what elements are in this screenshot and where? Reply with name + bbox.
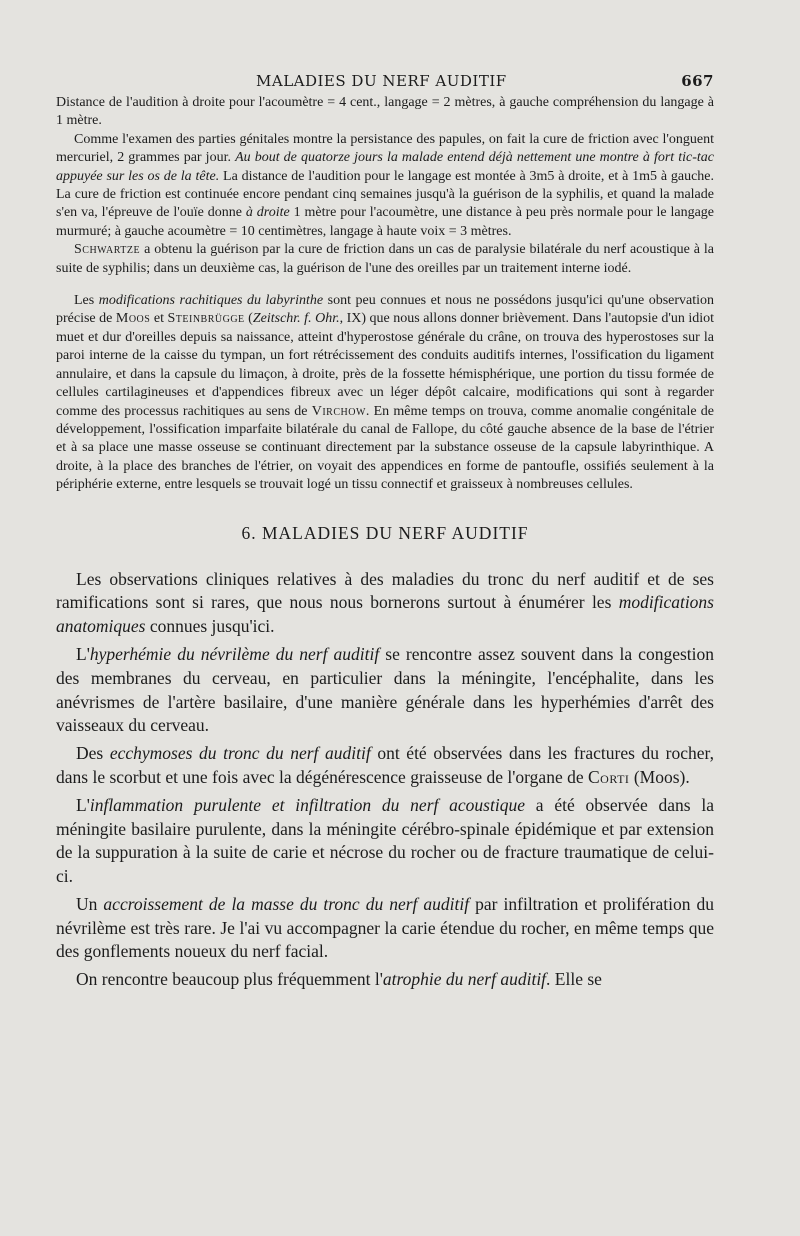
paragraph-friction-cure: Comme l'examen des parties génitales montre la persistance des papules, on fait la cure de friction avec l'onguent mercuriel, 2 grammes par jour. Au bout de quatorze jours la malade entend déjà nettement une montre à fort tic-tac appuyée sur les os de la tête. La distance de l'audition pour le langage est montée à 3m5 à droite, et à 1m5 à gauche. La cure de friction est continuée encore pendant cinq semaines jusqu'à la guérison de la syphilis, et quand la malade s'en va, l'épreuve de l'ouïe donne à droite 1 mètre pour l'acoumètre, une distance à peu près normale pour le langage murmuré; à gauche acoumètre = 10 centimètres, langage à haute voix = 3 mètres. xyxy=(56,131,715,239)
section-heading: 6. MALADIES DU NERF AUDITIF xyxy=(241,522,529,543)
paragraph-rachitic-modifications: Les modifications rachitiques du labyrinthe sont peu connues et nous ne possédons jusqu'ici qu'une observation précise de Moos et Steinbrügge (Zeitschr. f. Ohr., IX) que nous allons donner brièvement. Dans l'autopsie d'un idiot muet et dur d'oreilles depuis sa naissance, atteint d'hyperostose générale du crâne, on trouva des hyperostoses sur la paroi interne de la caisse du tympan, un fort rétrécissement des conduits auditifs internes, l'ossification du ligament annulaire, et dans la capsule du limaçon, à droite, près de la fossette hémisphérique, une portion du tissu formée de cellules cartilagineuses et d'appendices fibreux avec un léger dépôt calcaire, modifications qui sont à regarder comme des processus rachitiques au sens de Virchow. En même temps on trouva, comme anomalie congénitale de développement, l'ossification imparfaite bilatérale du canal de Fallope, du côté gauche absence de la base de l'étrier et à sa place une masse osseuse se continuant directement par la substance osseuse de la capsule labyrinthique. A droite, à la place des branches de l'étrier, on voyait des appendices en forme de pantoufle, ossifiés seulement à la périphérie externe, entre lesquels se trouvait logé un tissu connectif et graisseux à nombreuses cellules. xyxy=(56,293,715,493)
paragraph-hyperhemia: L'hyperhémie du névrilème du nerf auditif se rencontre assez souvent dans la congestion des membranes du cerveau, en particulier dans la méningite, l'encéphalite, dans les anévrismes de l'artère basilaire, d'une manière générale dans les hyperhémies d'arrêt des vaisseaux du cerveau. xyxy=(56,643,715,736)
paragraph-atrophie: On rencontre beaucoup plus fréquemment l'atrophie du nerf auditif. Elle se xyxy=(76,969,602,990)
paragraph-intro: Les observations cliniques relatives à des maladies du tronc du nerf auditif et de ses ramifications sont si rares, que nous nous bornerons surtout à énumérer les modifications anatomiques connues jusqu'ici. xyxy=(56,568,714,637)
paragraph-ecchymoses: Des ecchymoses du tronc du nerf auditif ont été observées dans les fractures du rocher, dans le scorbut et une fois avec la dégénérescence graisseuse de l'organe de Corti (Moos). xyxy=(56,743,714,787)
main-text-block xyxy=(56,568,714,993)
paragraph-inflammation: L'inflammation purulente et infiltration du nerf acoustique a été observée dans la méningite basilaire purulente, dans la méningite cérébro-spinale épidémique et par extension de la suppuration à la suite de carie et nécrose du rocher ou de fracture traumatique de celui-ci. xyxy=(56,794,715,887)
rachitic-block xyxy=(56,292,714,494)
paragraph-accroissement: Un accroissement de la masse du tronc du nerf auditif par infiltration et prolifération du névrilème est très rare. Je l'ai vu accompagner la carie étendue du rocher, en même temps que des gonflements noueux du nerf facial. xyxy=(56,893,715,962)
case-report-block xyxy=(56,94,714,278)
paragraph-schwartze: Schwartze a obtenu la guérison par la cure de friction dans un cas de paralysie bilatérale du nerf acoustique à la suite de syphilis; dans un deuxième cas, la guérison de l'une des oreilles par un traitement interne iodé. xyxy=(56,242,714,276)
page-number: 667 xyxy=(681,72,714,90)
paragraph-audition-distance: Distance de l'audition à droite pour l'acoumètre = 4 cent., langage = 2 mètres, à gauche compréhension du langage à 1 mètre. xyxy=(56,95,714,129)
page-header xyxy=(56,68,714,94)
running-head: MALADIES DU NERF AUDITIF xyxy=(256,72,507,90)
